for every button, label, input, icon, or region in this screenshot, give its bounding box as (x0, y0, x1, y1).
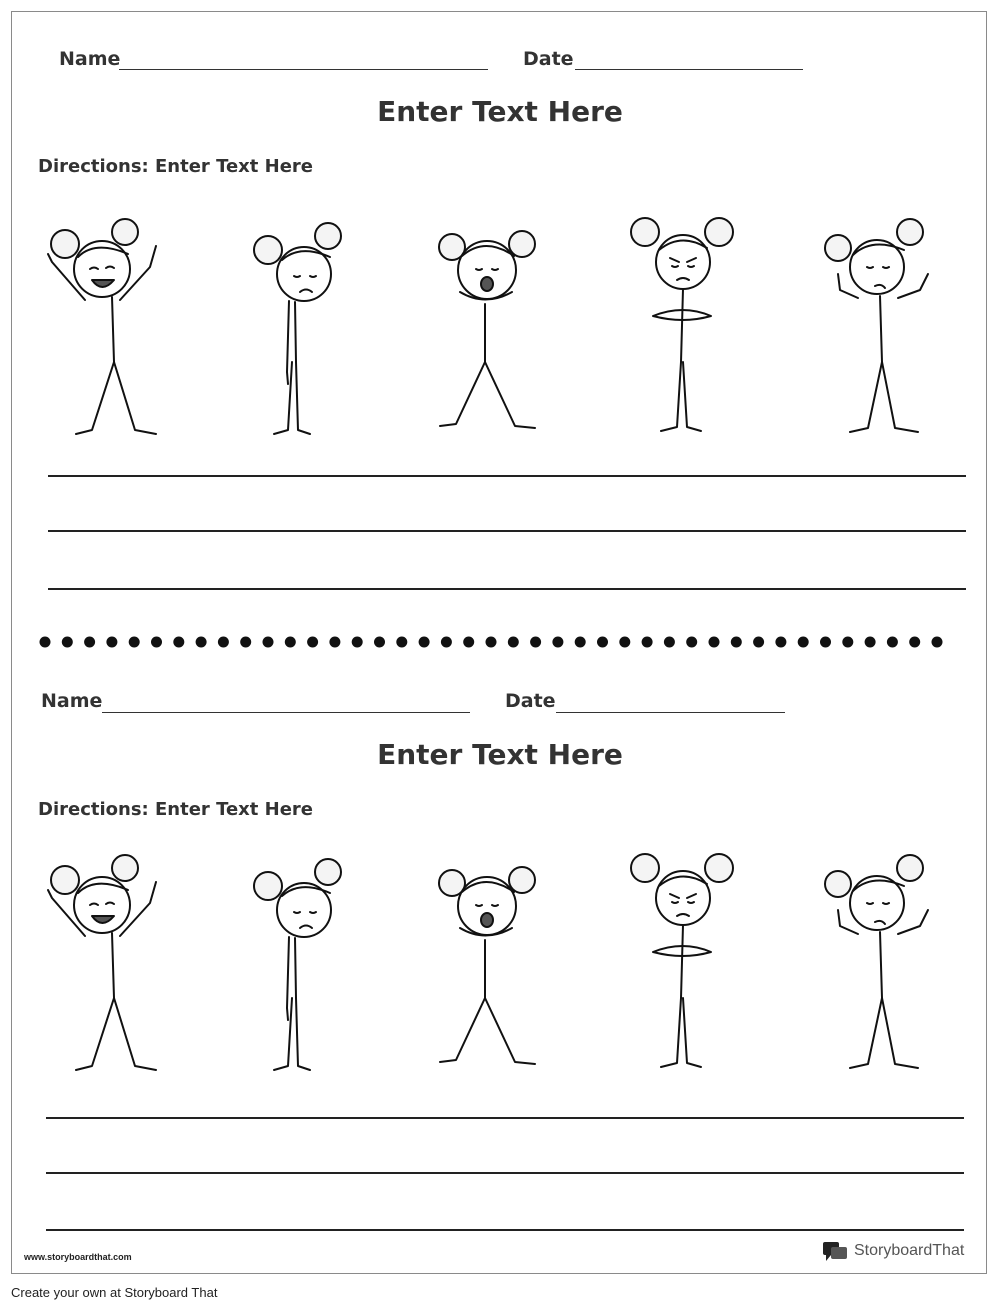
date-field[interactable] (575, 69, 803, 70)
brand-name: StoryboardThat (854, 1242, 965, 1259)
excited-girl-icon (40, 212, 170, 447)
scared-girl-icon (430, 848, 560, 1083)
sad-girl-icon (240, 212, 370, 447)
angry-girl-icon (625, 212, 755, 447)
name-label: Name (41, 690, 103, 712)
date-label: Date (505, 690, 556, 712)
writing-line[interactable] (48, 530, 966, 532)
storyboardthat-logo-icon (822, 1240, 852, 1264)
worksheet-title[interactable]: Enter Text Here (377, 95, 623, 128)
date-label: Date (523, 48, 574, 70)
excited-girl-icon (40, 848, 170, 1083)
worksheet-title[interactable]: Enter Text Here (377, 738, 623, 771)
directions-text[interactable]: Directions: Enter Text Here (38, 156, 314, 177)
angry-girl-icon (625, 848, 755, 1083)
directions-text[interactable]: Directions: Enter Text Here (38, 799, 314, 820)
confused-girl-icon (820, 848, 950, 1083)
date-field[interactable] (556, 712, 785, 713)
name-field[interactable] (119, 69, 488, 70)
name-field[interactable] (102, 712, 470, 713)
name-label: Name (59, 48, 121, 70)
sad-girl-icon (240, 848, 370, 1083)
writing-line[interactable] (46, 1172, 964, 1174)
writing-line[interactable] (46, 1229, 964, 1231)
scared-girl-icon (430, 212, 560, 447)
footer-text[interactable]: Create your own at Storyboard That (11, 1285, 218, 1300)
confused-girl-icon (820, 212, 950, 447)
writing-line[interactable] (46, 1117, 964, 1119)
website-watermark: www.storyboardthat.com (24, 1252, 132, 1262)
dotted-cut-line (0, 632, 1000, 652)
writing-line[interactable] (48, 588, 966, 590)
writing-line[interactable] (48, 475, 966, 477)
